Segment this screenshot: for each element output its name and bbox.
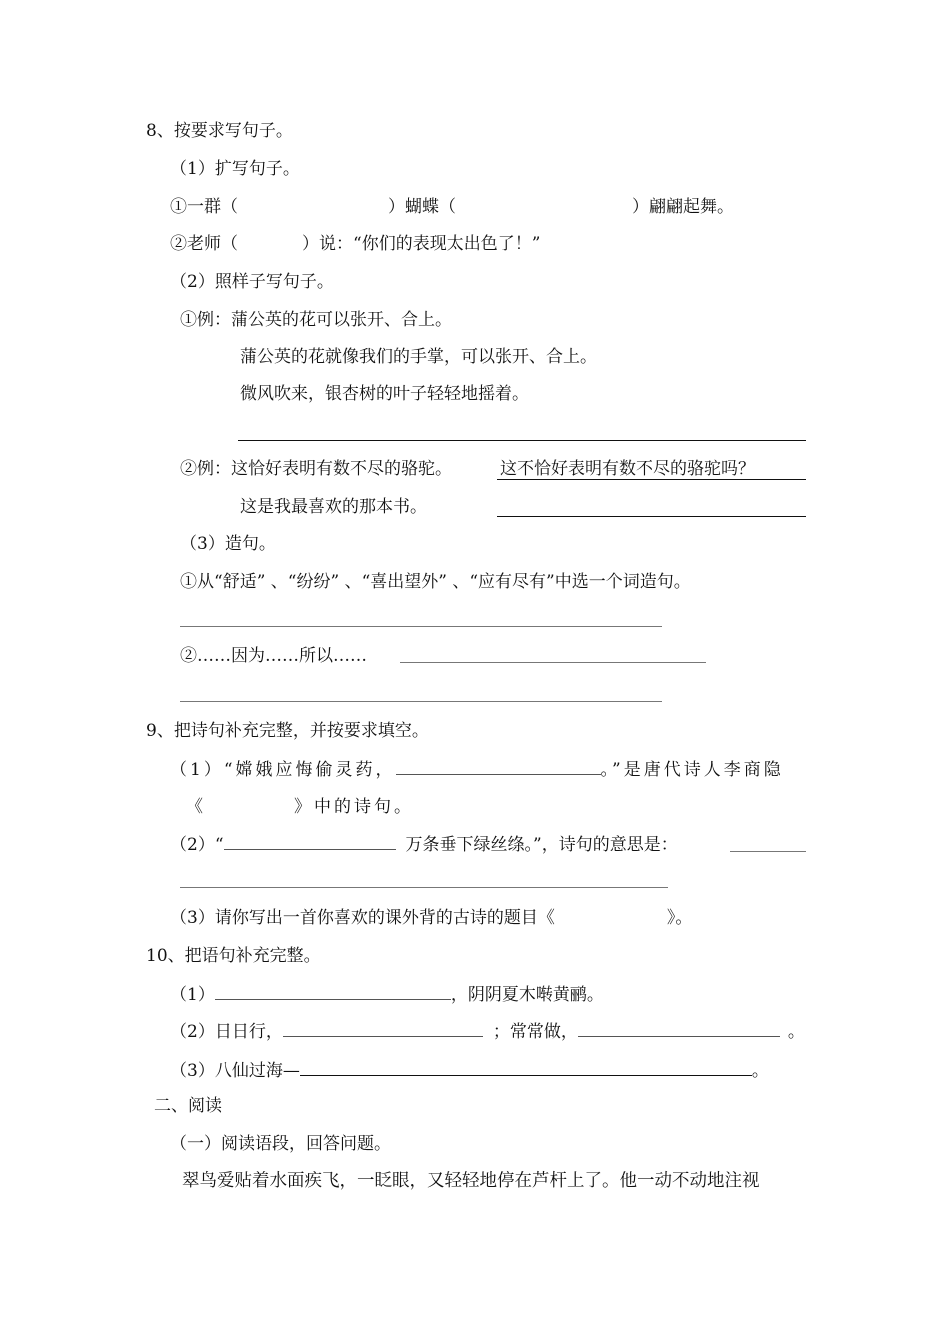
q9-p1-line2 <box>186 796 414 818</box>
q8-p1-sentence1 <box>170 196 734 218</box>
q8-p3-sentence2: ②……因为……所以…… <box>180 646 367 666</box>
q10-p2-b: ；常常做， <box>492 1022 578 1042</box>
answer-line-q8-p2-2[interactable] <box>497 516 806 517</box>
q9-p2-line <box>170 833 678 856</box>
q8-p1-s2-b: ）说：“你们的表现太出色了！” <box>302 234 541 254</box>
q10-p2-c: 。 <box>787 1022 805 1042</box>
q8-part1-label: （1）扩写句子。 <box>170 159 300 179</box>
q10-p1-a: （1） <box>170 985 215 1005</box>
q9-p1-d: 》中的诗句。 <box>294 797 414 817</box>
blank-poem-line-1[interactable] <box>396 758 601 775</box>
example2-underline <box>497 479 806 480</box>
q8-p1-s1-b: ）蝴蝶（ <box>388 197 456 217</box>
q9-p2-a: （2）“ <box>170 835 224 855</box>
q9-p3-a: （3）请你写出一首你喜欢的课外背的古诗的题目《 <box>170 908 555 928</box>
q8-p1-sentence2 <box>170 233 540 255</box>
q8-p1-s2-a: ②老师（ <box>170 234 238 254</box>
q9-p1-line1 <box>170 758 784 781</box>
blank-q10-2[interactable] <box>283 1020 483 1037</box>
answer-line-q8-p3-2[interactable] <box>400 662 706 663</box>
q10-p3-line <box>170 1058 769 1082</box>
q8-p3-sentence1: ①从“舒适” 、“纷纷” 、“喜出望外” 、“应有尽有”中选一个词造句。 <box>180 572 691 592</box>
q9-p3-line <box>170 907 692 929</box>
q8-part3-label: （3）造句。 <box>180 534 276 554</box>
q8-p2-example1-label: ①例：蒲公英的花可以张开、合上。 <box>180 310 452 330</box>
q10-p1-b: ，阴阴夏木啭黄鹂。 <box>450 985 604 1005</box>
answer-line-q8-p2-1[interactable] <box>238 440 806 441</box>
answer-line-q9-p2-meaning-1[interactable] <box>730 851 806 852</box>
answer-line-q8-p3-3[interactable] <box>180 701 662 702</box>
reading-passage: 翠鸟爱贴着水面疾飞，一眨眼，又轻轻地停在芦杆上了。他一动不动地注视 <box>182 1171 760 1191</box>
q8-p2-example2-label: ②例：这恰好表明有数不尽的骆驼。 <box>180 459 452 479</box>
q8-p1-s1-a: ①一群（ <box>170 197 238 217</box>
blank-q10-3[interactable] <box>578 1020 780 1037</box>
q8-p1-s1-c: ）翩翩起舞。 <box>632 197 734 217</box>
q9-p1-c: 《 <box>186 797 206 817</box>
q8-p2-example1-model: 蒲公英的花就像我们的手掌，可以张开、合上。 <box>240 347 597 367</box>
blank-poem-line-2[interactable] <box>224 833 396 850</box>
blank-q10-4[interactable] <box>300 1058 752 1076</box>
q9-p2-b: 万条垂下绿丝绦。”，诗句的意思是： <box>405 835 678 855</box>
q9-p3-b: 》。 <box>666 908 693 928</box>
blank-q10-1[interactable] <box>215 983 451 1000</box>
answer-line-q9-p2-meaning-2[interactable] <box>180 887 668 888</box>
section2-title: 二、阅读 <box>154 1096 222 1116</box>
q10-p3-b: 。 <box>751 1061 769 1081</box>
q8-p2-example2-model: 这不恰好表明有数不尽的骆驼吗？ <box>500 459 755 479</box>
q10-p3-a: （3）八仙过海— <box>170 1061 300 1081</box>
q10-p2-a: （2）日日行， <box>170 1022 283 1042</box>
q8-part2-label: （2）照样子写句子。 <box>170 272 334 292</box>
q8-p2-example2-task: 这是我最喜欢的那本书。 <box>240 497 427 517</box>
section2-subtitle: （一）阅读语段，回答问题。 <box>170 1134 391 1154</box>
q8-title: 8、按要求写句子。 <box>146 121 293 141</box>
q8-p2-example1-task: 微风吹来，银杏树的叶子轻轻地摇着。 <box>240 384 529 404</box>
q10-p1-line <box>170 983 604 1006</box>
q9-p1-a: （1）“嫦娥应悔偷灵药， <box>170 760 396 780</box>
q9-title: 9、把诗句补充完整，并按要求填空。 <box>146 721 429 741</box>
answer-line-q8-p3-1[interactable] <box>180 626 662 627</box>
q10-p2-line <box>170 1020 805 1043</box>
q9-p1-b: 。”是唐代诗人李商隐 <box>600 760 784 780</box>
q10-title: 10、把语句补充完整。 <box>146 946 321 966</box>
